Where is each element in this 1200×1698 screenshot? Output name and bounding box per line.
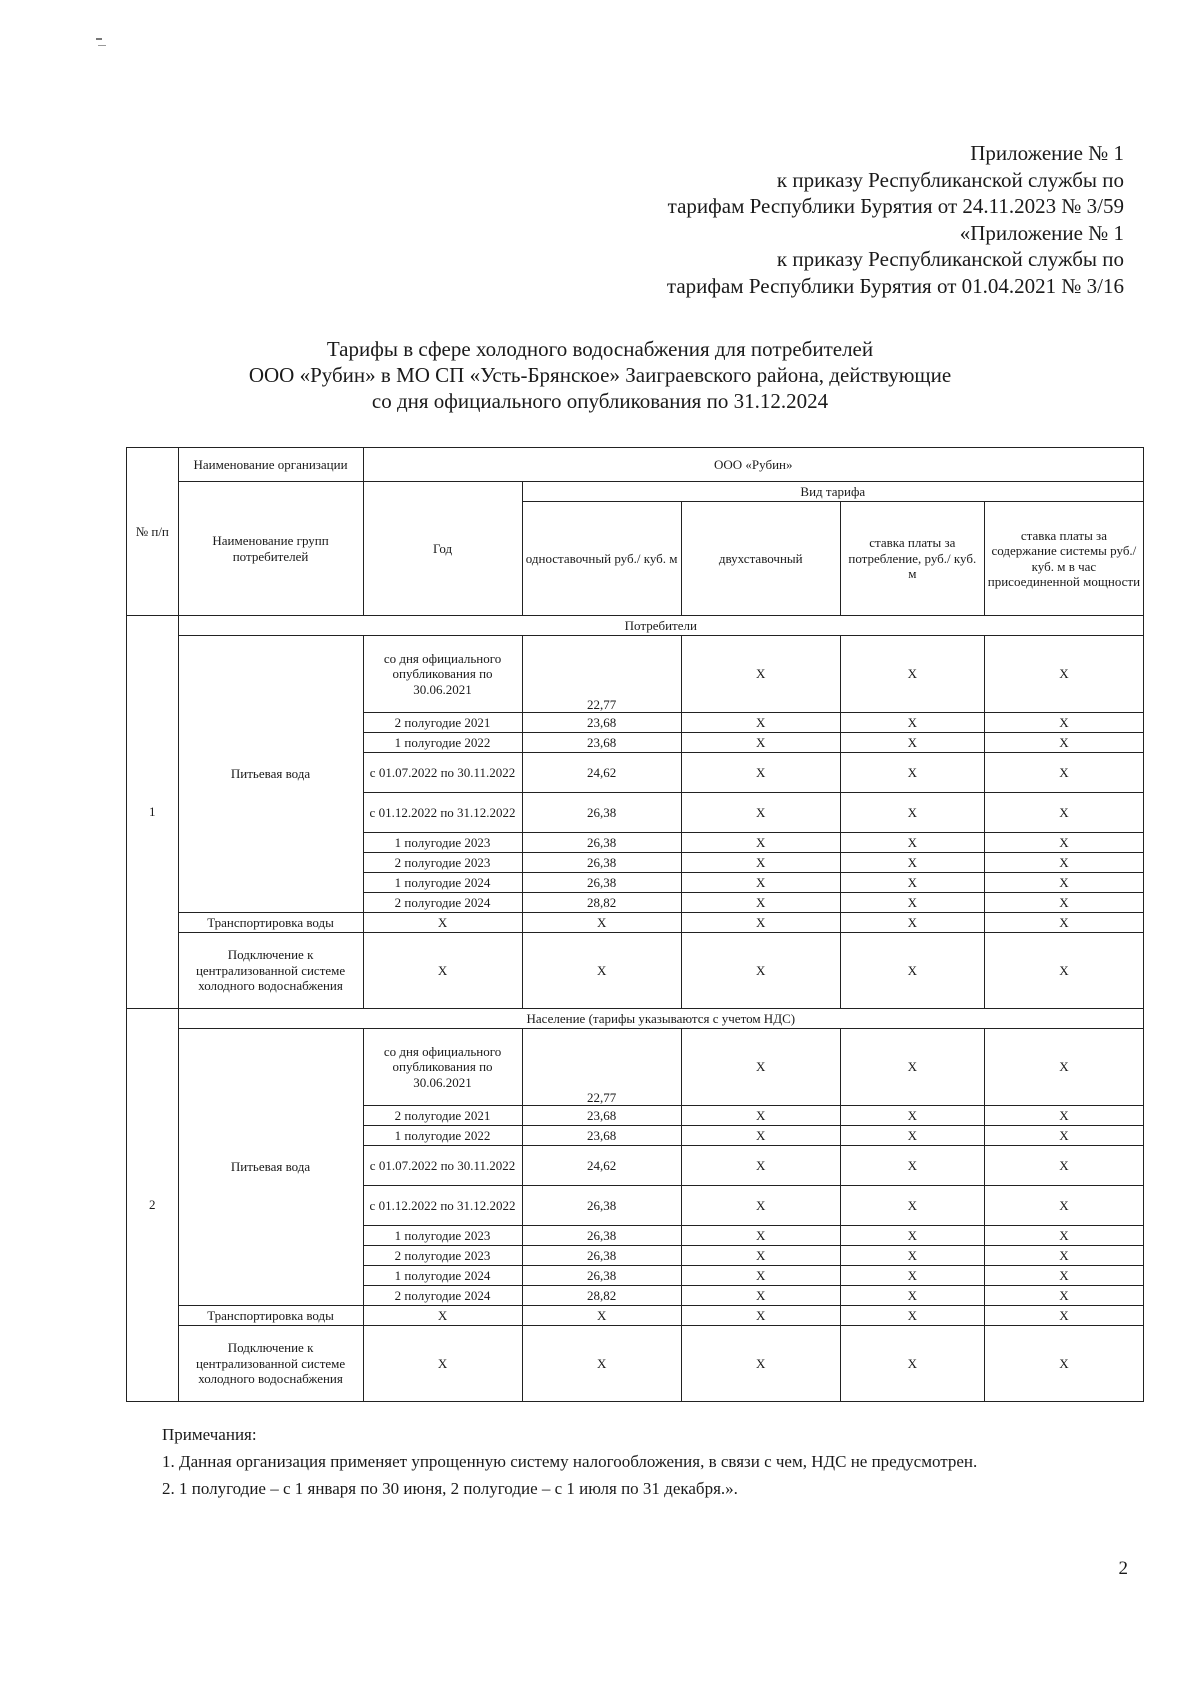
- x-mark: X: [840, 733, 984, 753]
- col-double-rate: двухставочный: [681, 502, 840, 616]
- single-rate-value: 26,38: [522, 853, 681, 873]
- tariff-row: [127, 1029, 1144, 1106]
- x-mark: X: [681, 753, 840, 793]
- x-mark: X: [984, 636, 1143, 713]
- x-mark: X: [681, 713, 840, 733]
- x-mark: X: [681, 853, 840, 873]
- connection-label: Подключение к централизованной системе холодного водоснабжения: [178, 1326, 363, 1402]
- x-mark: X: [840, 1286, 984, 1306]
- x-mark: X: [840, 833, 984, 853]
- x-mark: X: [840, 1306, 984, 1326]
- x-mark: X: [984, 1226, 1143, 1246]
- x-mark: X: [681, 1029, 840, 1106]
- period-cell: с 01.12.2022 по 31.12.2022: [363, 1186, 522, 1226]
- water-group-label: Питьевая вода: [178, 1029, 363, 1306]
- group-label: Наименование групп потребителей: [178, 482, 363, 616]
- water-group-label: Питьевая вода: [178, 636, 363, 913]
- period-cell: 1 полугодие 2024: [363, 873, 522, 893]
- period-cell: 1 полугодие 2022: [363, 1126, 522, 1146]
- header-line: «Приложение № 1: [959, 220, 1124, 245]
- tariff-type-label: Вид тарифа: [522, 482, 1143, 502]
- single-rate-value: 28,82: [522, 1286, 681, 1306]
- single-rate-value: 26,38: [522, 833, 681, 853]
- appendix-header: [667, 140, 1124, 299]
- section-row: [127, 1009, 1144, 1029]
- section-row: [127, 616, 1144, 636]
- x-mark: X: [840, 1106, 984, 1126]
- period-cell: с 01.07.2022 по 30.11.2022: [363, 753, 522, 793]
- x-mark: X: [681, 893, 840, 913]
- title-line: Тарифы в сфере холодного водоснабжения для потребителей: [326, 337, 874, 361]
- x-mark: X: [984, 713, 1143, 733]
- x-mark: X: [522, 913, 681, 933]
- x-mark: X: [984, 873, 1143, 893]
- x-mark: X: [984, 793, 1143, 833]
- period-cell: 2 полугодие 2024: [363, 1286, 522, 1306]
- x-mark: X: [984, 1306, 1143, 1326]
- x-mark: X: [840, 1266, 984, 1286]
- period-cell: 1 полугодие 2023: [363, 833, 522, 853]
- x-mark: X: [984, 1266, 1143, 1286]
- x-mark: X: [681, 933, 840, 1009]
- header-line: тарифам Республики Бурятия от 01.04.2021 № 3/16: [666, 273, 1124, 298]
- connection-row: [127, 1326, 1144, 1402]
- x-mark: X: [681, 793, 840, 833]
- header-row: [127, 482, 1144, 502]
- single-rate-value: 26,38: [522, 873, 681, 893]
- single-rate-value: 26,38: [522, 1186, 681, 1226]
- document-title: [0, 336, 1200, 414]
- x-mark: X: [681, 1186, 840, 1226]
- x-mark: X: [840, 1226, 984, 1246]
- x-mark: X: [984, 1246, 1143, 1266]
- header-line: к приказу Республиканской службы по: [776, 167, 1124, 192]
- single-rate-value: 26,38: [522, 1226, 681, 1246]
- section-number: 2: [127, 1009, 179, 1402]
- x-mark: X: [681, 1326, 840, 1402]
- x-mark: X: [840, 753, 984, 793]
- x-mark: X: [840, 1326, 984, 1402]
- x-mark: X: [681, 833, 840, 853]
- scan-artifact: [98, 45, 106, 46]
- x-mark: X: [984, 893, 1143, 913]
- x-mark: X: [984, 853, 1143, 873]
- num-header: № п/п: [127, 448, 179, 616]
- header-line: тарифам Республики Бурятия от 24.11.2023 № 3/59: [667, 194, 1124, 218]
- period-cell: 2 полугодие 2021: [363, 713, 522, 733]
- transport-row: [127, 1306, 1144, 1326]
- x-mark: X: [840, 1146, 984, 1186]
- period-cell: 1 полугодие 2024: [363, 1266, 522, 1286]
- x-mark: X: [681, 1286, 840, 1306]
- x-mark: X: [522, 933, 681, 1009]
- transport-row: [127, 913, 1144, 933]
- note-item: 2. 1 полугодие – с 1 января по 30 июня, 2 полугодие – с 1 июля по 31 декабря.».: [162, 1479, 738, 1498]
- x-mark: X: [681, 1126, 840, 1146]
- title-line: со дня официального опубликования по 31.12.2024: [371, 389, 829, 413]
- x-mark: X: [840, 873, 984, 893]
- x-mark: X: [840, 713, 984, 733]
- tariff-table: [126, 447, 1144, 1402]
- x-mark: X: [363, 933, 522, 1009]
- x-mark: X: [984, 933, 1143, 1009]
- x-mark: X: [681, 1246, 840, 1266]
- x-mark: X: [984, 753, 1143, 793]
- x-mark: X: [363, 1306, 522, 1326]
- section-number: 1: [127, 616, 179, 1009]
- section-name: Население (тарифы указываются с учетом НДС): [178, 1009, 1143, 1029]
- header-line: Приложение № 1: [970, 141, 1124, 165]
- org-name: ООО «Рубин»: [363, 448, 1144, 482]
- x-mark: X: [840, 793, 984, 833]
- x-mark: X: [984, 1106, 1143, 1126]
- x-mark: X: [681, 913, 840, 933]
- transport-label: Транспортировка воды: [178, 913, 363, 933]
- x-mark: X: [984, 833, 1143, 853]
- x-mark: X: [681, 1226, 840, 1246]
- x-mark: X: [984, 1146, 1143, 1186]
- x-mark: X: [681, 1146, 840, 1186]
- single-rate-value: 23,68: [522, 733, 681, 753]
- x-mark: X: [840, 933, 984, 1009]
- single-rate-value: 24,62: [522, 1146, 681, 1186]
- x-mark: X: [984, 1286, 1143, 1306]
- connection-row: [127, 933, 1144, 1009]
- single-rate-value: 26,38: [522, 1246, 681, 1266]
- x-mark: X: [363, 1326, 522, 1402]
- col-consumption-rate: ставка платы за потребление, руб./ куб. м: [840, 502, 984, 616]
- x-mark: X: [840, 913, 984, 933]
- x-mark: X: [681, 636, 840, 713]
- x-mark: X: [984, 1326, 1143, 1402]
- x-mark: X: [840, 1246, 984, 1266]
- page-number: 2: [1118, 1558, 1128, 1579]
- period-cell: 1 полугодие 2023: [363, 1226, 522, 1246]
- col-maintenance-rate: ставка платы за содержание системы руб./куб. м в час присоединенной мощности: [984, 502, 1143, 616]
- x-mark: X: [681, 1266, 840, 1286]
- period-cell: 2 полугодие 2024: [363, 893, 522, 913]
- connection-label: Подключение к централизованной системе холодного водоснабжения: [178, 933, 363, 1009]
- col-single-rate: одноставочный руб./ куб. м: [522, 502, 681, 616]
- title-line: ООО «Рубин» в МО СП «Усть-Брянское» Заиграевского района, действующие: [248, 363, 952, 387]
- x-mark: X: [363, 913, 522, 933]
- single-rate-value: 26,38: [522, 793, 681, 833]
- period-cell: 2 полугодие 2023: [363, 853, 522, 873]
- notes: [162, 1421, 977, 1502]
- single-rate-value: 23,68: [522, 713, 681, 733]
- x-mark: X: [840, 853, 984, 873]
- x-mark: X: [840, 893, 984, 913]
- period-cell: 1 полугодие 2022: [363, 733, 522, 753]
- org-label: Наименование организации: [178, 448, 363, 482]
- year-label: Год: [363, 482, 522, 616]
- tariff-row: [127, 636, 1144, 713]
- period-cell: со дня официального опубликования по 30.06.2021: [363, 1029, 522, 1106]
- single-rate-value: 28,82: [522, 893, 681, 913]
- scan-artifact: [96, 38, 102, 40]
- note-item: 1. Данная организация применяет упрощенную систему налогообложения, в связи с чем, НДС не предусмотрен.: [162, 1452, 978, 1471]
- x-mark: X: [840, 1126, 984, 1146]
- x-mark: X: [984, 733, 1143, 753]
- notes-heading: Примечания:: [162, 1425, 257, 1444]
- x-mark: X: [984, 1186, 1143, 1226]
- period-cell: 2 полугодие 2021: [363, 1106, 522, 1126]
- single-rate-value: 22,77: [522, 636, 681, 713]
- period-cell: с 01.07.2022 по 30.11.2022: [363, 1146, 522, 1186]
- x-mark: X: [840, 1029, 984, 1106]
- x-mark: X: [681, 1306, 840, 1326]
- x-mark: X: [984, 1029, 1143, 1106]
- transport-label: Транспортировка воды: [178, 1306, 363, 1326]
- x-mark: X: [681, 733, 840, 753]
- x-mark: X: [522, 1306, 681, 1326]
- x-mark: X: [681, 873, 840, 893]
- single-rate-value: 23,68: [522, 1126, 681, 1146]
- period-cell: 2 полугодие 2023: [363, 1246, 522, 1266]
- single-rate-value: 24,62: [522, 753, 681, 793]
- x-mark: X: [984, 1126, 1143, 1146]
- single-rate-value: 22,77: [522, 1029, 681, 1106]
- single-rate-value: 23,68: [522, 1106, 681, 1126]
- header-row: [127, 448, 1144, 482]
- period-cell: с 01.12.2022 по 31.12.2022: [363, 793, 522, 833]
- x-mark: X: [681, 1106, 840, 1126]
- x-mark: X: [840, 1186, 984, 1226]
- header-line: к приказу Республиканской службы по: [776, 247, 1124, 271]
- section-name: Потребители: [178, 616, 1143, 636]
- period-cell: со дня официального опубликования по 30.06.2021: [363, 636, 522, 713]
- x-mark: X: [522, 1326, 681, 1402]
- x-mark: X: [984, 913, 1143, 933]
- x-mark: X: [840, 636, 984, 713]
- single-rate-value: 26,38: [522, 1266, 681, 1286]
